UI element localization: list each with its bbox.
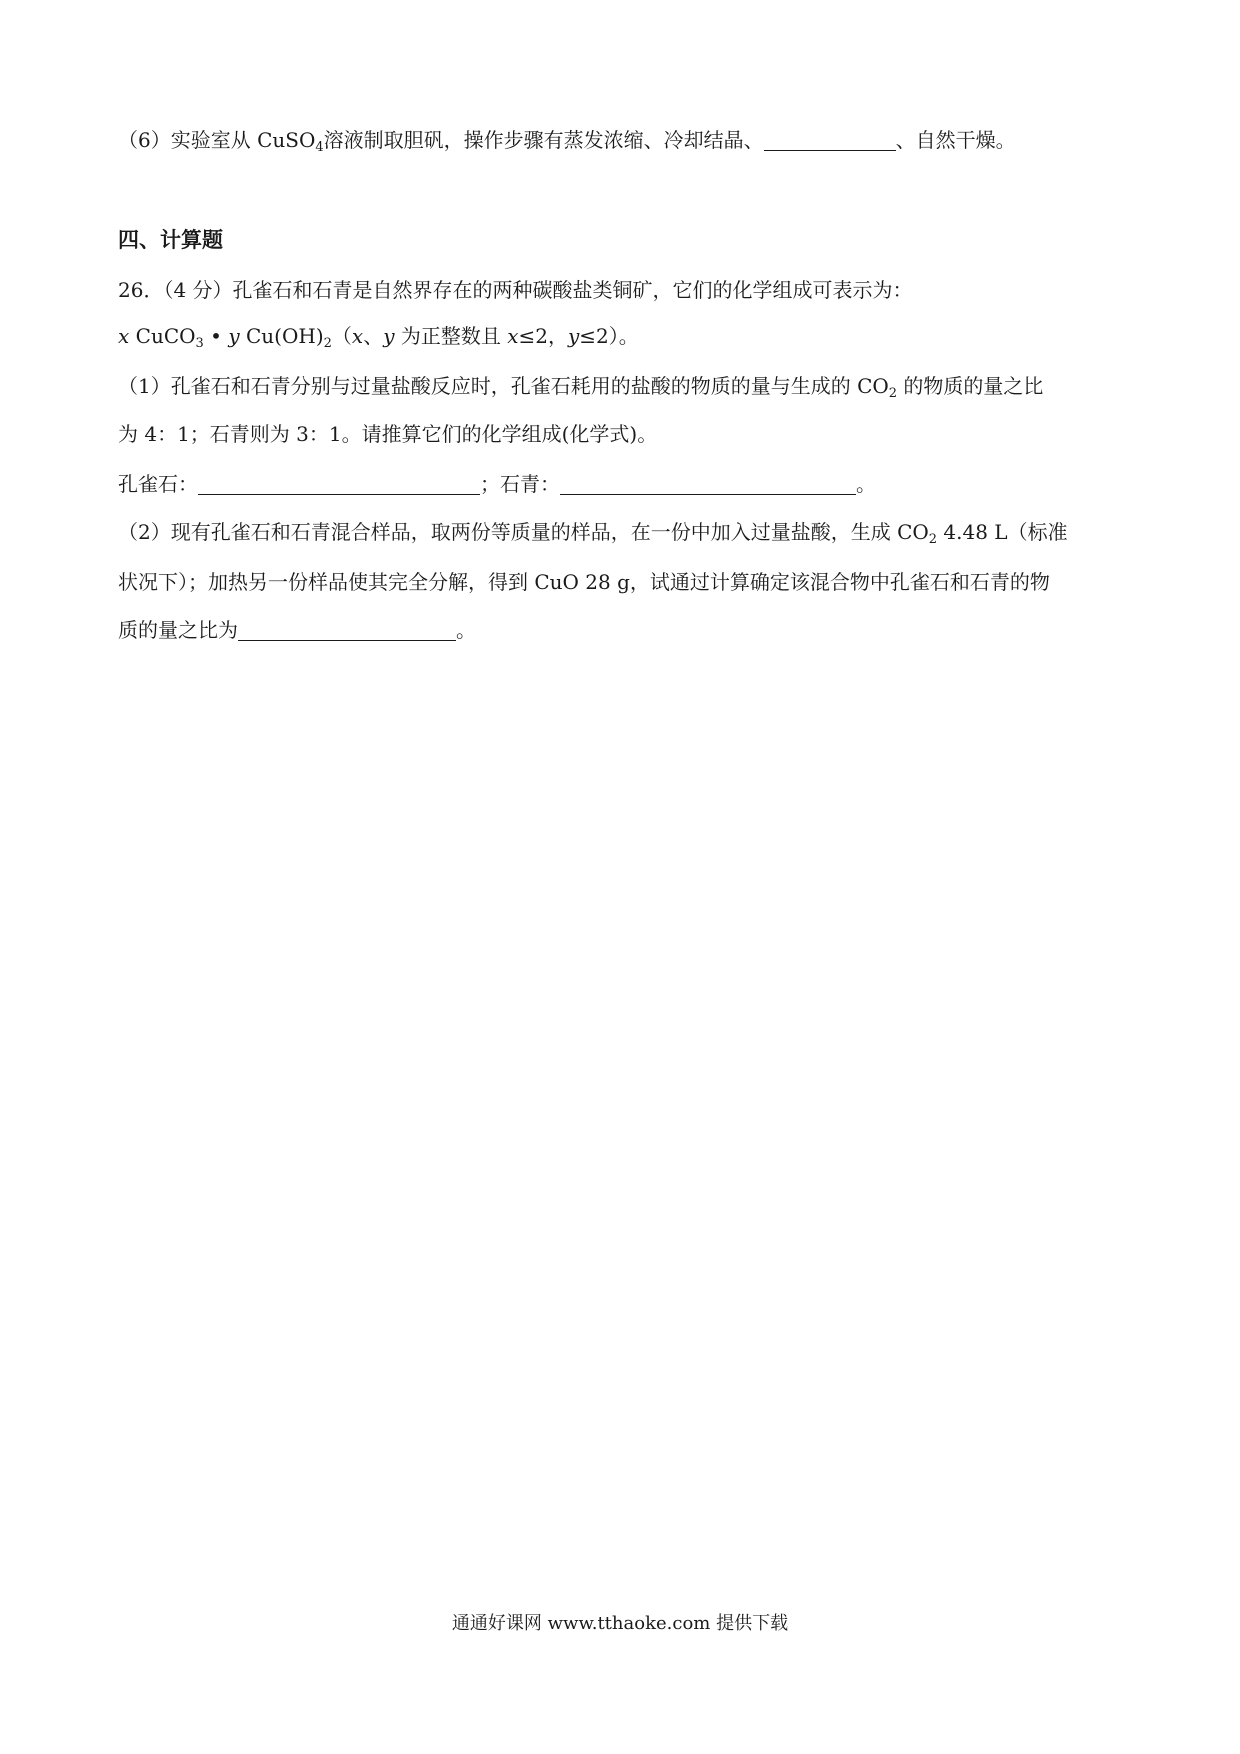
q26-part1-answers <box>118 470 876 498</box>
page-footer: 通通好课网 www.tthaoke.com 提供下载 <box>451 1613 789 1634</box>
q6-suffix: 、自然干燥。 <box>895 128 1016 152</box>
q26-part2-line1 <box>118 518 1068 546</box>
formula-le1: ≤2， <box>518 324 568 348</box>
p2-text-a: （2）现有孔雀石和石青混合样品，取两份等质量的样品，在一份中加入过量盐酸，生成 CO <box>118 520 929 544</box>
malachite-answer-blank[interactable] <box>198 472 480 495</box>
p1-text-b: 的物质的量之比 <box>897 374 1044 398</box>
q6-subscript: 4 <box>315 140 324 155</box>
q26-part1-line2: 为 4：1；石青则为 3：1。请推算它们的化学组成(化学式)。 <box>118 422 658 446</box>
p2-sub: 2 <box>928 532 938 547</box>
formula-condition: 为正整数且 <box>394 324 508 348</box>
answer-end: 。 <box>856 472 876 496</box>
q26-formula <box>118 322 639 350</box>
q26-part2-line2: 状况下）；加热另一份样品使其完全分解，得到 CuO 28 g，试通过计算确定该混合物中孔雀石和石青的物 <box>118 570 1050 594</box>
formula-y3: y <box>567 324 580 348</box>
p1-sub: 2 <box>888 386 898 401</box>
azurite-answer-blank[interactable] <box>560 472 856 495</box>
answer-label-azurite: ；石青： <box>480 472 560 496</box>
q26-intro: 26．（4 分）孔雀石和石青是自然界存在的两种碳酸盐类铜矿，它们的化学组成可表示为： <box>118 278 913 302</box>
q6-middle: 溶液制取胆矾，操作步骤有蒸发浓缩、冷却结晶、 <box>323 128 764 152</box>
q6-answer-blank[interactable] <box>764 128 896 151</box>
p2-text-c: 质的量之比为 <box>118 618 238 642</box>
formula-sep: 、 <box>363 324 384 348</box>
formula-cuoh2: Cu(OH) <box>239 324 324 348</box>
formula-y: y <box>228 324 240 348</box>
formula-le2: ≤2）。 <box>579 324 639 348</box>
p2-end: 。 <box>456 618 476 642</box>
formula-paren: （ <box>331 324 352 348</box>
formula-x2: x <box>351 324 364 348</box>
q26-part2-line3 <box>118 616 476 644</box>
q26-part1-line1 <box>118 372 1043 400</box>
p1-text-a: （1）孔雀石和石青分别与过量盐酸反应时，孔雀石耗用的盐酸的物质的量与生成的 CO <box>118 374 889 398</box>
formula-sub3: 3 <box>195 336 204 351</box>
formula-x3: x <box>507 324 519 348</box>
formula-sub2: 2 <box>323 336 332 351</box>
formula-cuco3: CuCO <box>129 324 196 348</box>
question-6-line <box>118 126 1016 154</box>
p2-text-b: 4.48 L（标准 <box>937 520 1068 544</box>
formula-x: x <box>118 324 130 348</box>
ratio-answer-blank[interactable] <box>238 618 456 641</box>
answer-label-malachite: 孔雀石： <box>118 472 198 496</box>
q6-prefix: （6）实验室从 CuSO <box>118 128 316 152</box>
formula-dot: • <box>203 324 229 348</box>
section-title: 四、计算题 <box>118 227 223 252</box>
formula-y2: y <box>383 324 395 348</box>
